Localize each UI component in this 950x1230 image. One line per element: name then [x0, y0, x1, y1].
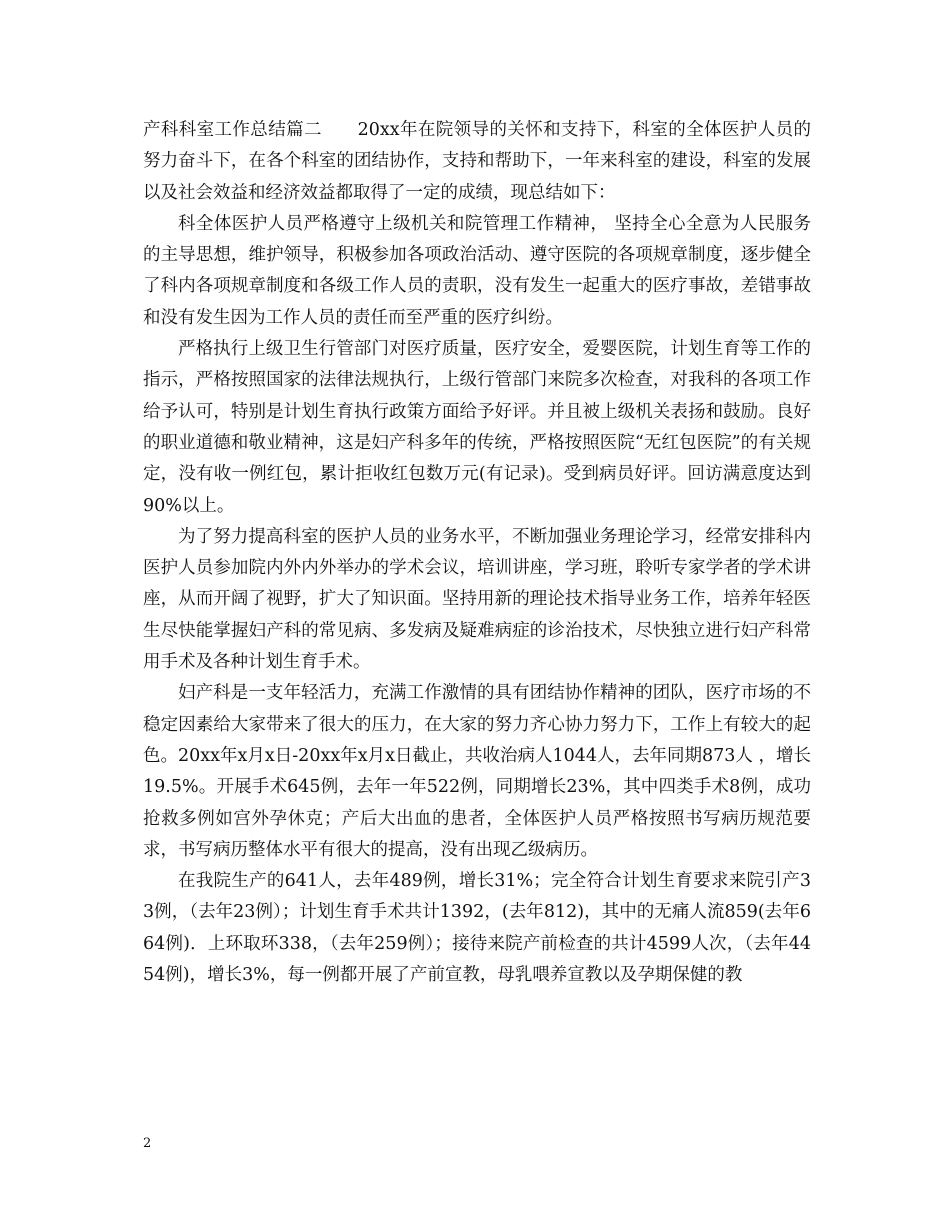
paragraph-births: 在我院生产的641人，去年489例，增长31%；完全符合计划生育要求来院引产33例，（去年23例）；计划生育手术共计1392，(去年812)，其中的无痛人流859(去年664例)．上环取环338，（去年259例）；接待来院产前检查的共计4599人次，（去年4454例)，增长3%，每一例都开展了产前宣教，母乳喂养宣教以及孕期保健的教 [143, 871, 811, 986]
paragraph-discipline: 科全体医护人员严格遵守上级机关和院管理工作精神， 坚持全心全意为人民服务的主导思想，维护领导，积极参加各项政治活动、遵守医院的各项规章制度，逐步健全了科内各项规章制度和各级工作人员的责职，没有发生一起重大的医疗事故，差错事故和没有发生因为工作人员的责任而至严重的医疗纠纷。 [143, 213, 811, 328]
paragraph-training: 为了努力提高科室的医护人员的业务水平，不断加强业务理论学习，经常安排科内医护人员参加院内外内外举办的学术会议，培训讲座，学习班，聆听专家学者的学术讲座，从而开阔了视野，扩大了知识面。坚持用新的理论技术指导业务工作，培养年轻医生尽快能掌握妇产科的常见病、多发病及疑难病症的诊治技术，尽快独立进行妇产科常用手术及各种计划生育手术。 [143, 526, 811, 673]
paragraph-title-intro: 产科科室工作总结篇二 20xx年在院领导的关怀和支持下，科室的全体医护人员的努力奋斗下，在各个科室的团结协作，支持和帮助下，一年来科室的建设，科室的发展以及社会效益和经济效益都取得了一定的成绩，现总结如下： [143, 120, 811, 203]
paragraph-statistics: 妇产科是一支年轻活力，充满工作激情的具有团结协作精神的团队，医疗市场的不稳定因素给大家带来了很大的压力，在大家的努力齐心协力努力下，工作上有较大的起色。20xx年x月x日-20xx年x月x日截止，共收治病人1044人，去年同期873人 ，增长19.5%。开展手术645例，去年一年522例，同期增长23%，其中四类手术8例，成功抢救多例如宫外孕休克；产后大出血的患者，全体医护人员严格按照书写病历规范要求，书写病历整体水平有很大的提高，没有出现乙级病历。 [143, 683, 811, 860]
page-number: 2 [143, 1136, 152, 1151]
document-body [143, 115, 811, 991]
paragraph-quality-safety: 严格执行上级卫生行管部门对医疗质量，医疗安全，爱婴医院，计划生育等工作的指示，严格按照国家的法律法规执行，上级行管部门来院多次检查，对我科的各项工作给予认可，特别是计划生育执行政策方面给予好评。并且被上级机关表扬和鼓励。良好的职业道德和敬业精神，这是妇产科多年的传统，严格按照医院“无红包医院”的有关规定，没有收一例红包，累计拒收红包数万元(有记录)。受到病员好评。回访满意度达到90%以上。 [143, 339, 811, 516]
